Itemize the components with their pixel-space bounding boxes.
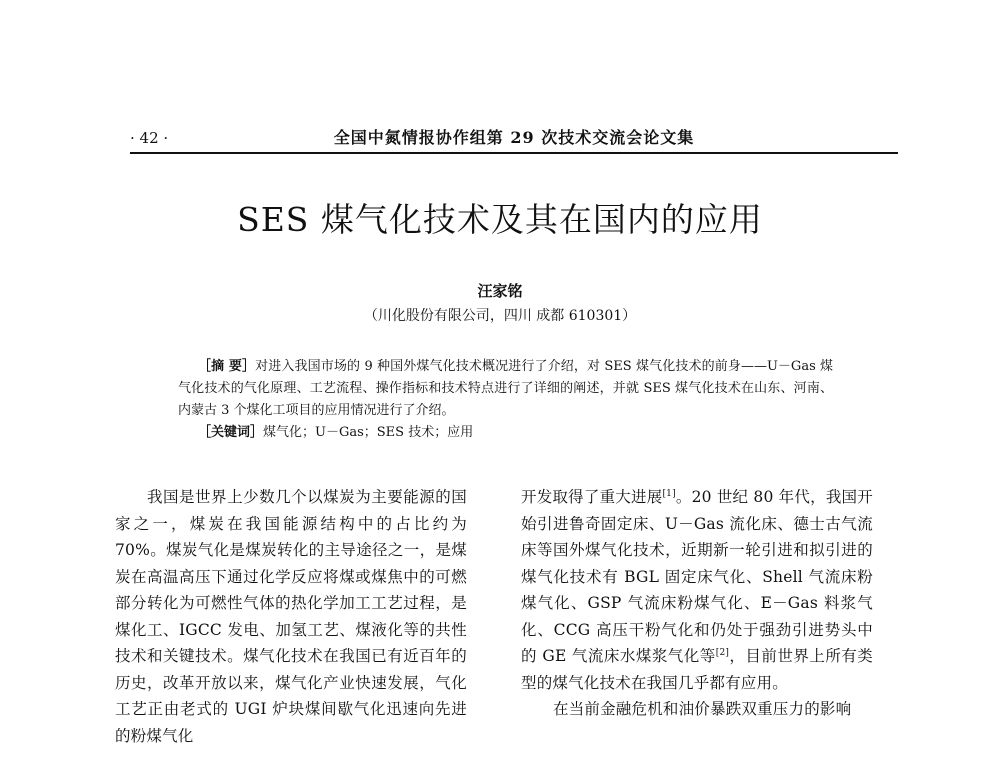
- body-paragraph: [521, 484, 873, 696]
- body-text: 。20 世纪 80 年代，我国开始引进鲁奇固定床、U－Gas 流化床、德士古气流床等国外煤气化技术，近期新一轮引进和拟引进的煤气化技术有 BGL 固定床气化、Shell 气流床粉煤气化、GSP 气流床粉煤气化、E－Gas 料浆气化、CCG 高压干粉气化和仍处于强劲引进势头中的 GE 气流床水煤浆气化等: [521, 488, 873, 665]
- citation-ref: [1]: [662, 488, 676, 499]
- body-column-right: [521, 484, 873, 723]
- body-paragraph: 我国是世界上少数几个以煤炭为主要能源的国家之一，煤炭在我国能源结构中的占比约为 70%。煤炭气化是煤炭转化的主导途径之一，是煤炭在高温高压下通过化学反应将煤或煤焦中的可燃部分转化为可燃性气体的热化学加工工艺过程，是煤化工、IGCC 发电、加氢工艺、煤液化等的共性技术和关键技术。煤气化技术在我国已有近百年的历史，改革开放以来，煤气化产业快速发展，气化工艺正由老式的 UGI 炉块煤间歇气化迅速向先进的粉煤气化: [115, 488, 467, 745]
- journal-title: 全国中氮情报协作组第 29 次技术交流会论文集: [333, 128, 695, 147]
- keywords-paragraph: [178, 422, 833, 444]
- body-column-left: [115, 484, 467, 749]
- abstract-text: 对进入我国市场的 9 种国外煤气化技术概况进行了介绍，对 SES 煤气化技术的前身——U－Gas 煤气化技术的气化原理、工艺流程、操作指标和技术特点进行了详细的阐述，并就 SES 煤气化技术在山东、河南、内蒙古 3 个煤化工项目的应用情况进行了介绍。: [178, 359, 834, 418]
- author-affiliation: （川化股份有限公司，四川 成都 610301）: [363, 308, 637, 324]
- abstract-block: [178, 356, 833, 444]
- citation-ref: [2]: [715, 647, 730, 658]
- abstract-paragraph: [178, 356, 833, 422]
- paper-title: SES 煤气化技术及其在国内的应用: [237, 200, 763, 239]
- body-text: 开发取得了重大进展: [521, 488, 663, 506]
- page-number: · 42 ·: [130, 129, 169, 147]
- keywords-label: ［关键词］: [198, 425, 264, 440]
- running-header: [130, 128, 898, 154]
- body-paragraph: 在当前金融危机和油价暴跌双重压力的影响: [553, 700, 852, 718]
- body-text: ，目前世界上所有类型的煤气化技术在我国几乎都有应用。: [521, 647, 873, 692]
- keywords-text: 煤气化；U－Gas；SES 技术；应用: [263, 425, 474, 440]
- abstract-label: ［摘 要］: [198, 359, 256, 374]
- author-name: 汪家铭: [477, 282, 523, 300]
